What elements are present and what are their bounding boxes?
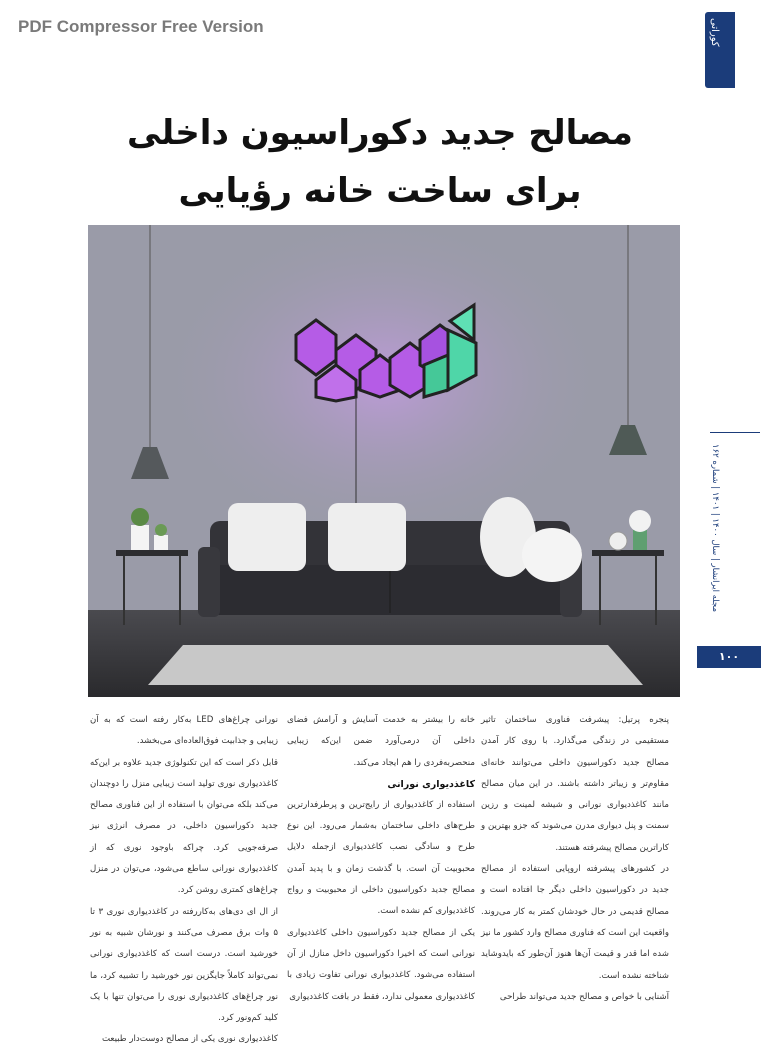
text-column-left [90, 710, 278, 1051]
paragraph: یکی از مصالح جدید دکوراسیون داخلی کاغذدیواری نورانی است که اخیرا دکوراسیون داخل منازل از آن استفاده می‌شود. کاغذدیواری نورانی تفاوت زیادی با کاغذدیواری معمولی ندارد، فقط در بافت کاغذدیواری [287, 927, 475, 1002]
paragraph: پنجره پرتیل: پیشرفت فناوری ساختمان تاثیر مستقیمی در زندگی می‌گذارد. با روی کار آمدن مصالح جدید دکوراسیون داخلی می‌توانند خانه‌ای مقاوم‌تر و زیباتر داشته باشند. در این میان مصالح مانند کاغذدیواری نورانی و شیشه لمینت و رزین سمنت و پنل دیواری مدرن می‌شوند که جزو بهترین و کاراترین مصالح پیشرفته هستند. [481, 715, 669, 853]
page-number: ۱۰۰ [697, 646, 761, 668]
flower-vase [633, 530, 647, 550]
text-column-middle [287, 710, 475, 1008]
side-table-left [116, 550, 188, 556]
section-heading: کاغذدیواری نورانی [387, 778, 475, 790]
magazine-info [702, 432, 758, 622]
magazine-info-text: مجله ایرانشار | سال ۱۴۰۰ | ۱۴۰۱ | شماره ۱۶۲ [710, 444, 720, 613]
paragraph: نورانی چراغ‌های LED به‌کار رفته است که به آن زیبایی و جذابیت فوق‌العاده‌ای می‌بخشد. [90, 715, 278, 747]
paragraph: خانه را بیشتر به خدمت آسایش و آرامش فضای داخلی آن درمی‌آورد ضمن این‌که زیبایی منحصربه‌فردی را هم ایجاد می‌کند. [287, 715, 475, 768]
paragraph: آشنایی با خواص و مصالح جدید می‌تواند طراحی [499, 991, 669, 1002]
title-line-1: مصالح جدید دکوراسیون داخلی [127, 113, 633, 153]
paragraph: از ال ای دی‌های به‌کاررفته در کاغذدیواری نوری ۳ تا ۵ وات برق مصرف می‌کنند و نورشان شبیه به نور خورشید است. درست است که کاغذدیواری نورانی نمی‌تواند کاملاً جایگزین نور خورشید را تشبیه کرد، ما نور چراغ‌های کاغذدیواری نوری را می‌توان تنها با یک کلید کم‌ونور کرد. [90, 906, 278, 1024]
section-tab-label: کوراتی [709, 18, 720, 47]
paragraph: قابل ذکر است که این تکنولوژی جدید علاوه بر این‌که کاغذدیواری نوری تولید است زیبایی منزل را دوچندان می‌کند بلکه می‌توان با استفاده از این فناوری مصالح جدید دکوراسیون داخلی، در مصرف انرژی نیز صرفه‌جویی کرد. چراکه باوجود نوری که از کاغذدیواری نورانی ساطع می‌شود، می‌توان در منزل چراغ‌های کمتری روشن کرد. [90, 757, 278, 896]
plant-pot [131, 525, 149, 550]
cushion [328, 503, 406, 571]
side-table-right [592, 550, 664, 556]
paragraph: کاغذدیواری نوری یکی از مصالح دوست‌دار طبیعت [101, 1034, 278, 1045]
paragraph: در کشورهای پیشرفته اروپایی استفاده از مصالح جدید در دکوراسیون داخلی دیگر جا افتاده است و مصالح قدیمی در حال خودشان کمتر به کار می‌روند. واقعیت این است که فناوری مصالح وارد کشور ما نیز شده اما قدر و قیمت آن‌ها هنوز آن‌طور که بایدوشاید شناخته نشده است. [481, 864, 669, 981]
text-column-right [481, 710, 669, 1008]
page-title [120, 104, 640, 220]
watermark-text: PDF Compressor Free Version [18, 17, 264, 36]
cushion [522, 528, 582, 582]
rug [148, 645, 643, 685]
paragraph: استفاده از کاغذدیواری از رایج‌ترین و پرطرفدارترین طرح‌های داخلی ساختمان به‌شمار می‌رود. این نوع طرح و سادگی نصب کاغذدیواری ازجمله دلایل محبوبیت آن است. با گذشت زمان و با پدید آمدن مصالح جدید دکوراسیون داخلی از محبوبیت و رواج کاغذدیواری کم نشده است. [287, 799, 475, 917]
section-tab [705, 12, 735, 88]
clock [609, 532, 627, 550]
interior-photo [88, 225, 680, 697]
title-line-2: برای ساخت خانه رؤیایی [178, 171, 582, 211]
cushion [228, 503, 306, 571]
divider [710, 432, 760, 433]
